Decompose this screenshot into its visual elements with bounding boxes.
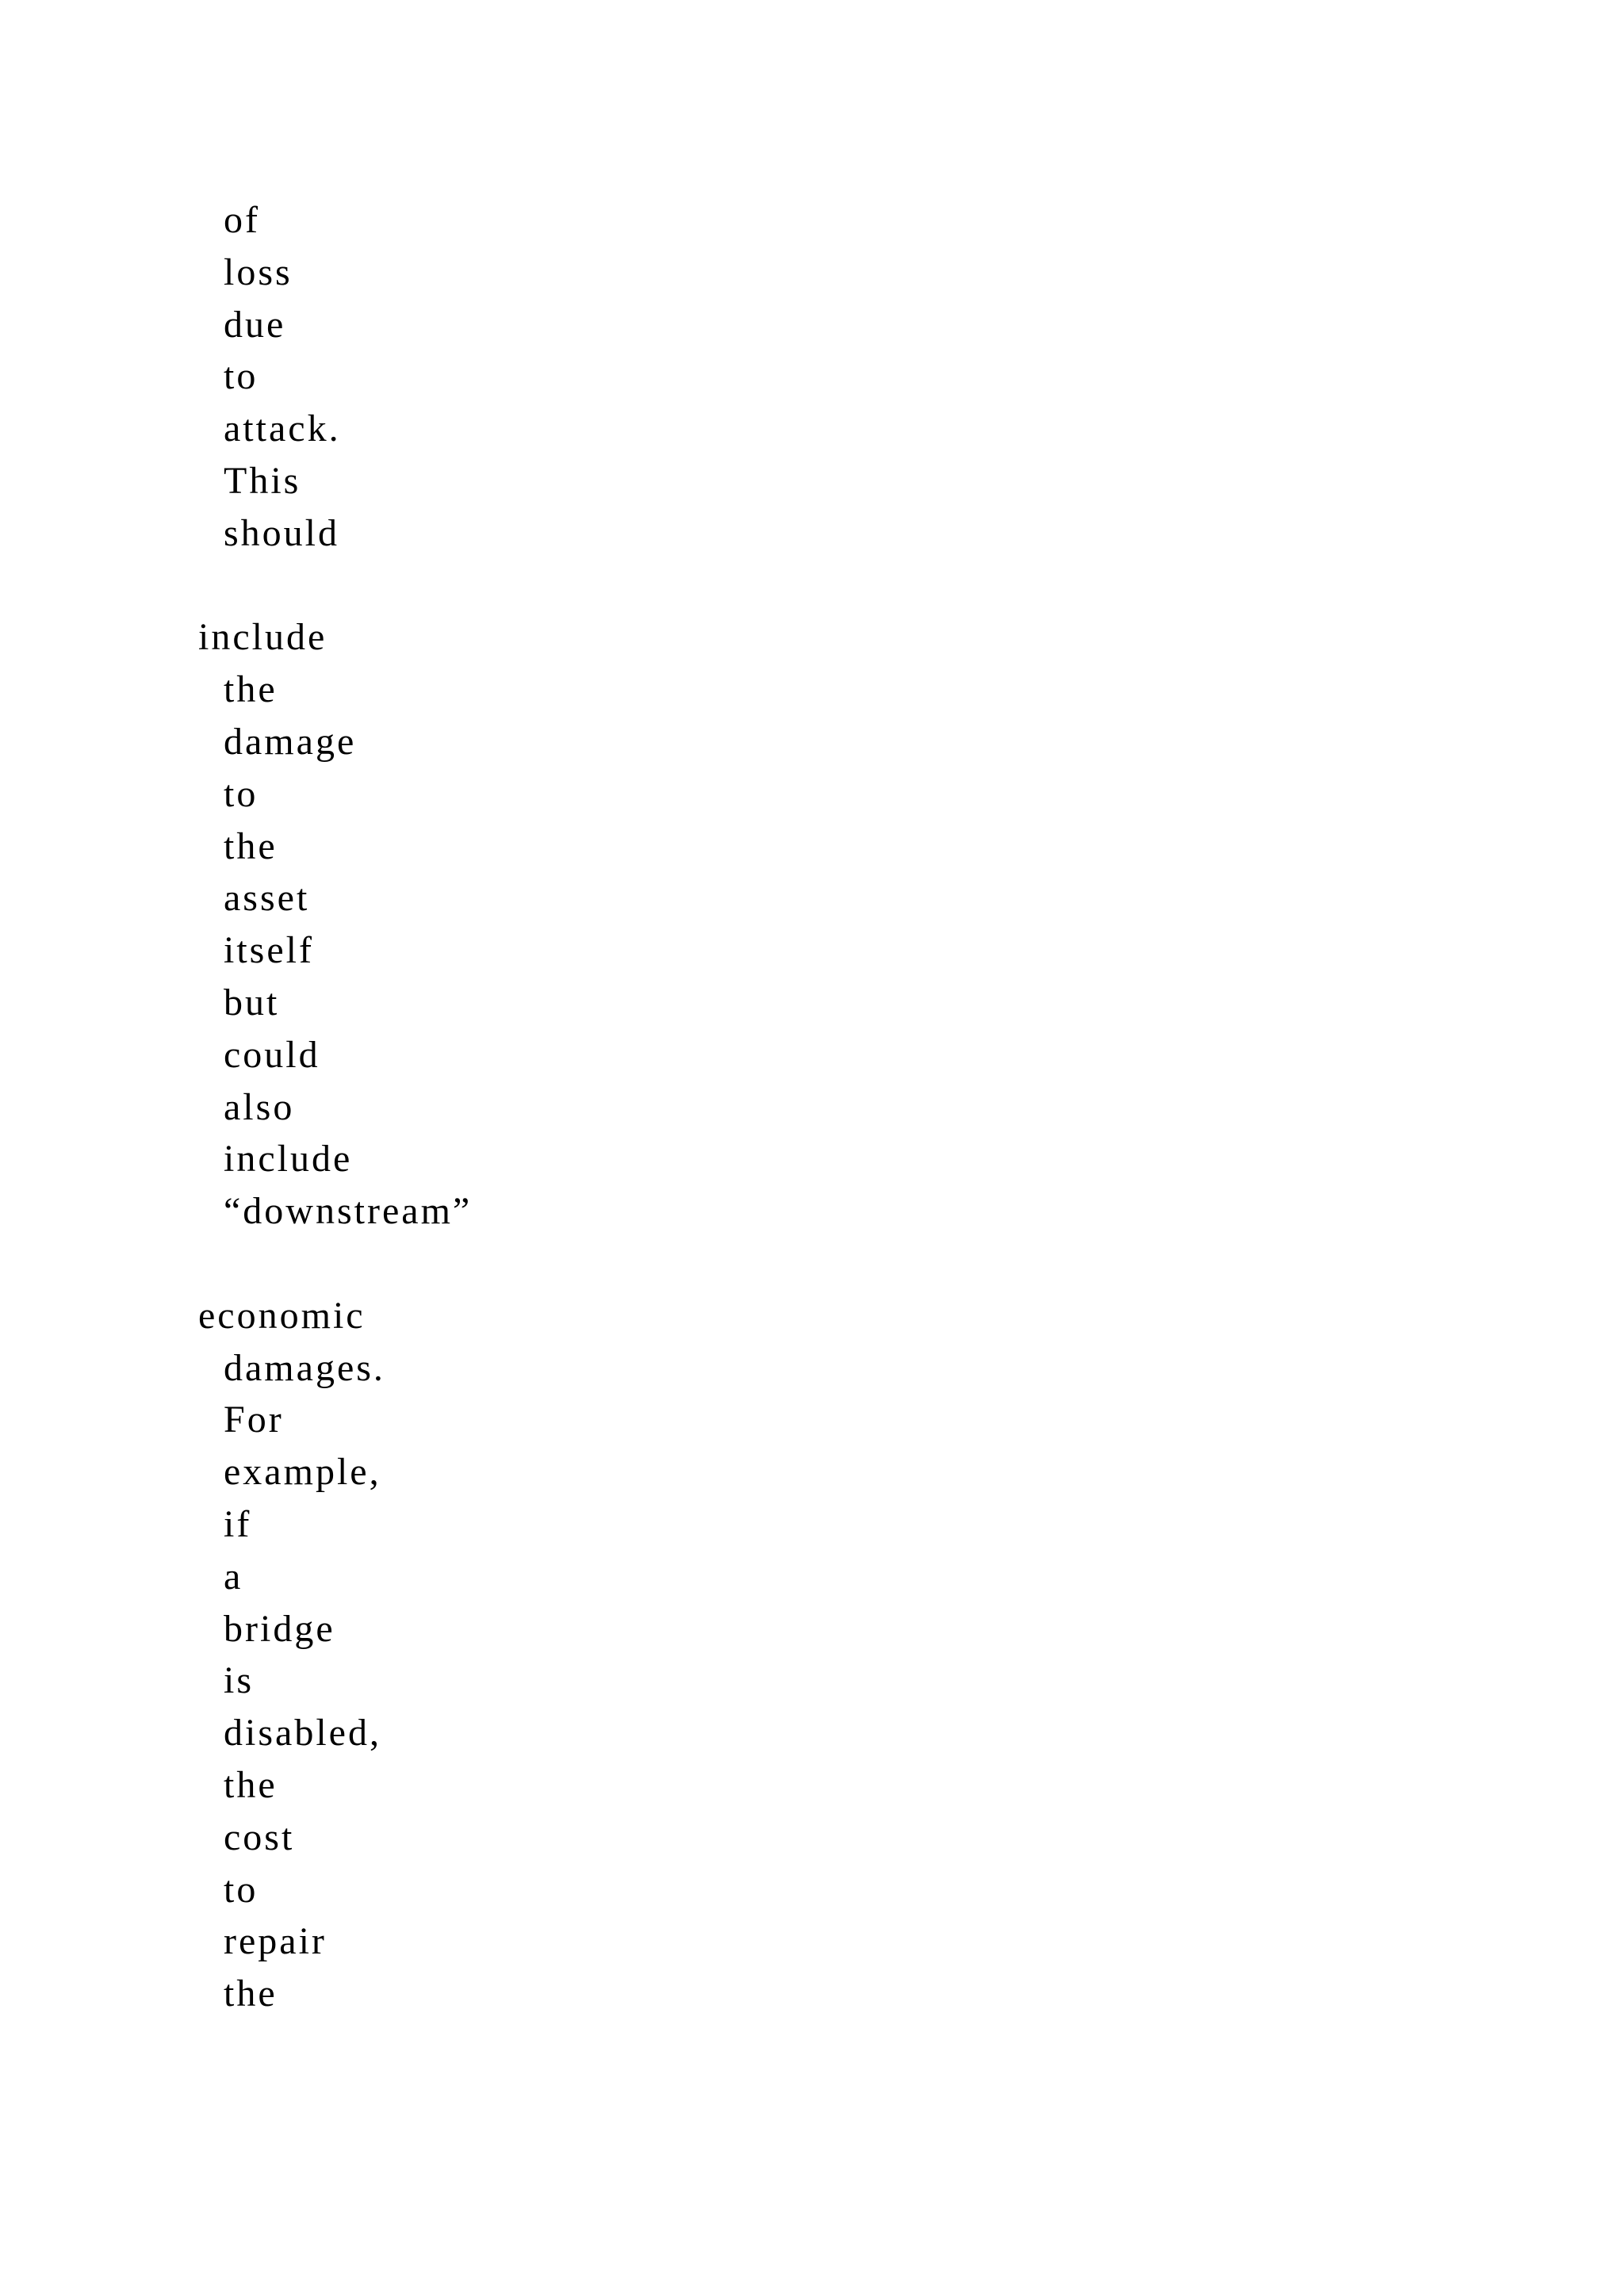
text-line-word: of bbox=[224, 199, 260, 241]
text-line-word: For bbox=[224, 1399, 284, 1441]
text-line-word: cost bbox=[224, 1816, 295, 1858]
text-line-word: but bbox=[224, 981, 280, 1024]
text-line-word: due bbox=[224, 303, 286, 346]
text-line-word: if bbox=[224, 1502, 252, 1545]
text-line-word: include bbox=[224, 1138, 353, 1181]
text-line-word: loss bbox=[224, 251, 293, 293]
text-line-word: to bbox=[224, 772, 259, 815]
text-line-word: damages. bbox=[224, 1346, 385, 1389]
body-text bbox=[198, 194, 1150, 2020]
text-line-word: also bbox=[224, 1085, 295, 1128]
text-line-word: economic bbox=[198, 1294, 366, 1337]
text-line-word: attack. bbox=[224, 408, 341, 450]
text-line-word: is bbox=[224, 1659, 255, 1702]
text-line-word: to bbox=[224, 1868, 259, 1911]
text-line-word: itself bbox=[224, 929, 314, 972]
text-line-word: This bbox=[224, 459, 301, 502]
text-line-word: should bbox=[224, 511, 340, 554]
text-line-word: the bbox=[224, 1973, 278, 2015]
paragraph-gap bbox=[198, 560, 1150, 612]
text-line-word: to bbox=[224, 355, 259, 398]
text-line-word: include bbox=[198, 616, 327, 659]
text-line-word: could bbox=[224, 1033, 320, 1076]
text-line-word: “downstream” bbox=[224, 1190, 473, 1233]
text-line-word: repair bbox=[224, 1920, 327, 1963]
paragraph-gap bbox=[198, 1238, 1150, 1290]
text-line-word: bridge bbox=[224, 1607, 335, 1650]
text-line-word: the bbox=[224, 668, 278, 711]
text-line-word: a bbox=[224, 1555, 243, 1598]
text-line-word: example, bbox=[224, 1451, 381, 1494]
text-line-word: asset bbox=[224, 877, 310, 920]
text-line-word: the bbox=[224, 1763, 278, 1806]
text-line-word: damage bbox=[224, 720, 357, 763]
text-line-word: the bbox=[224, 825, 278, 867]
text-line-word: disabled, bbox=[224, 1712, 381, 1755]
